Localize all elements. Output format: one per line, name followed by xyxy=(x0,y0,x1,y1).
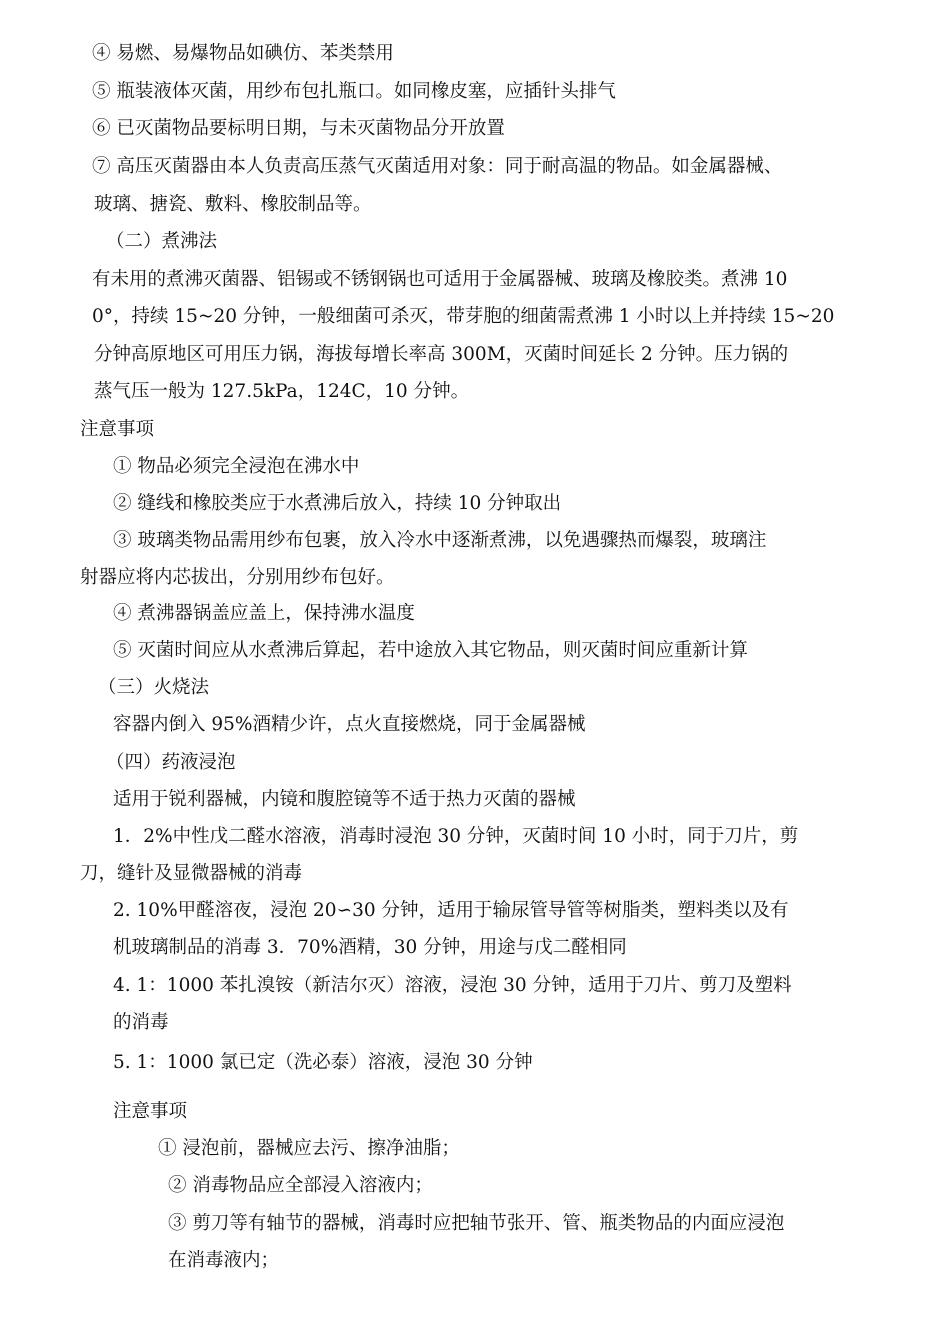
text-line: ② 缝线和橡胶类应于水煮沸后放入，持续 10 分钟取出 xyxy=(113,493,562,514)
text-line: 2. 10%甲醛溶夜，浸泡 20∽30 分钟，适用于输尿管导管等树脂类，塑料类以及有 xyxy=(113,900,789,921)
text-line: ② 消毒物品应全部浸入溶液内； xyxy=(168,1175,433,1196)
text-line: ① 浸泡前，器械应去污、擦净油脂； xyxy=(158,1138,460,1159)
text-line: 分钟高原地区可用压力锅，海拔每增长率高 300M，灭菌时间延长 2 分钟。压力锅的 xyxy=(94,344,789,365)
text-line: 刀，缝针及显微器械的消毒 xyxy=(80,863,303,884)
text-line: 蒸气压一般为 127.5kPa，124C，10 分钟。 xyxy=(94,381,470,402)
text-line: ④ 易燃、易爆物品如碘仿、苯类禁用 xyxy=(92,43,394,64)
text-line: ④ 煮沸器锅盖应盖上，保持沸水温度 xyxy=(113,603,415,624)
section-heading: （四）药液浸泡 xyxy=(106,752,236,773)
text-line: 有未用的煮沸灭菌器、铝锡或不锈钢锅也可适用于金属器械、玻璃及橡胶类。煮沸 10 xyxy=(92,269,788,290)
text-line: ⑤ 灭菌时间应从水煮沸后算起，若中途放入其它物品，则灭菌时间应重新计算 xyxy=(113,640,748,661)
text-line: ③ 玻璃类物品需用纱布包裹，放入冷水中逐渐煮沸，以免遇骤热而爆裂，玻璃注 xyxy=(113,530,767,551)
subheading: 注意事项 xyxy=(113,1101,188,1122)
text-line: ⑦ 高压灭菌器由本人负责高压蒸气灭菌适用对象：同于耐高温的物品。如金属器械、 xyxy=(92,156,783,177)
text-line: 射器应将内芯拔出，分别用纱布包好。 xyxy=(80,567,395,588)
text-line: 在消毒液内； xyxy=(168,1250,280,1271)
section-heading: （三）火烧法 xyxy=(98,677,210,698)
subheading: 注意事项 xyxy=(80,419,155,440)
text-line: 5. 1：1000 氯已定（洗必泰）溶液，浸泡 30 分钟 xyxy=(113,1052,533,1073)
section-heading: （二）煮沸法 xyxy=(106,231,218,252)
text-line: ③ 剪刀等有轴节的器械，消毒时应把轴节张开、管、瓶类物品的内面应浸泡 xyxy=(168,1213,785,1234)
text-line: 机玻璃制品的消毒 3．70%酒精，30 分钟，用途与戊二醛相同 xyxy=(113,937,627,958)
text-line: 适用于锐利器械，内镜和腹腔镜等不适于热力灭菌的器械 xyxy=(113,789,576,810)
text-line: ① 物品必须完全浸泡在沸水中 xyxy=(113,456,360,477)
text-line: 的消毒 xyxy=(113,1012,169,1033)
text-line: 玻璃、搪瓷、敷料、橡胶制品等。 xyxy=(94,194,372,215)
text-line: ⑥ 已灭菌物品要标明日期，与未灭菌物品分开放置 xyxy=(92,118,505,139)
text-line: 4. 1：1000 苯扎溴铵（新洁尔灭）溶液，浸泡 30 分钟，适用于刀片、剪刀及塑料 xyxy=(113,975,792,996)
text-line: 容器内倒入 95%酒精少许，点火直接燃烧，同于金属器械 xyxy=(113,714,586,735)
text-line: 1．2%中性戊二醛水溶液，消毒时浸泡 30 分钟，灭菌时间 10 小时，同于刀片，剪 xyxy=(113,826,799,847)
text-line: ⑤ 瓶装液体灭菌，用纱布包扎瓶口。如同橡皮塞，应插针头排气 xyxy=(92,81,616,102)
text-line: 0°，持续 15~20 分钟，一般细菌可杀灭，带芽胞的细菌需煮沸 1 小时以上并持续 15~20 xyxy=(92,306,835,327)
